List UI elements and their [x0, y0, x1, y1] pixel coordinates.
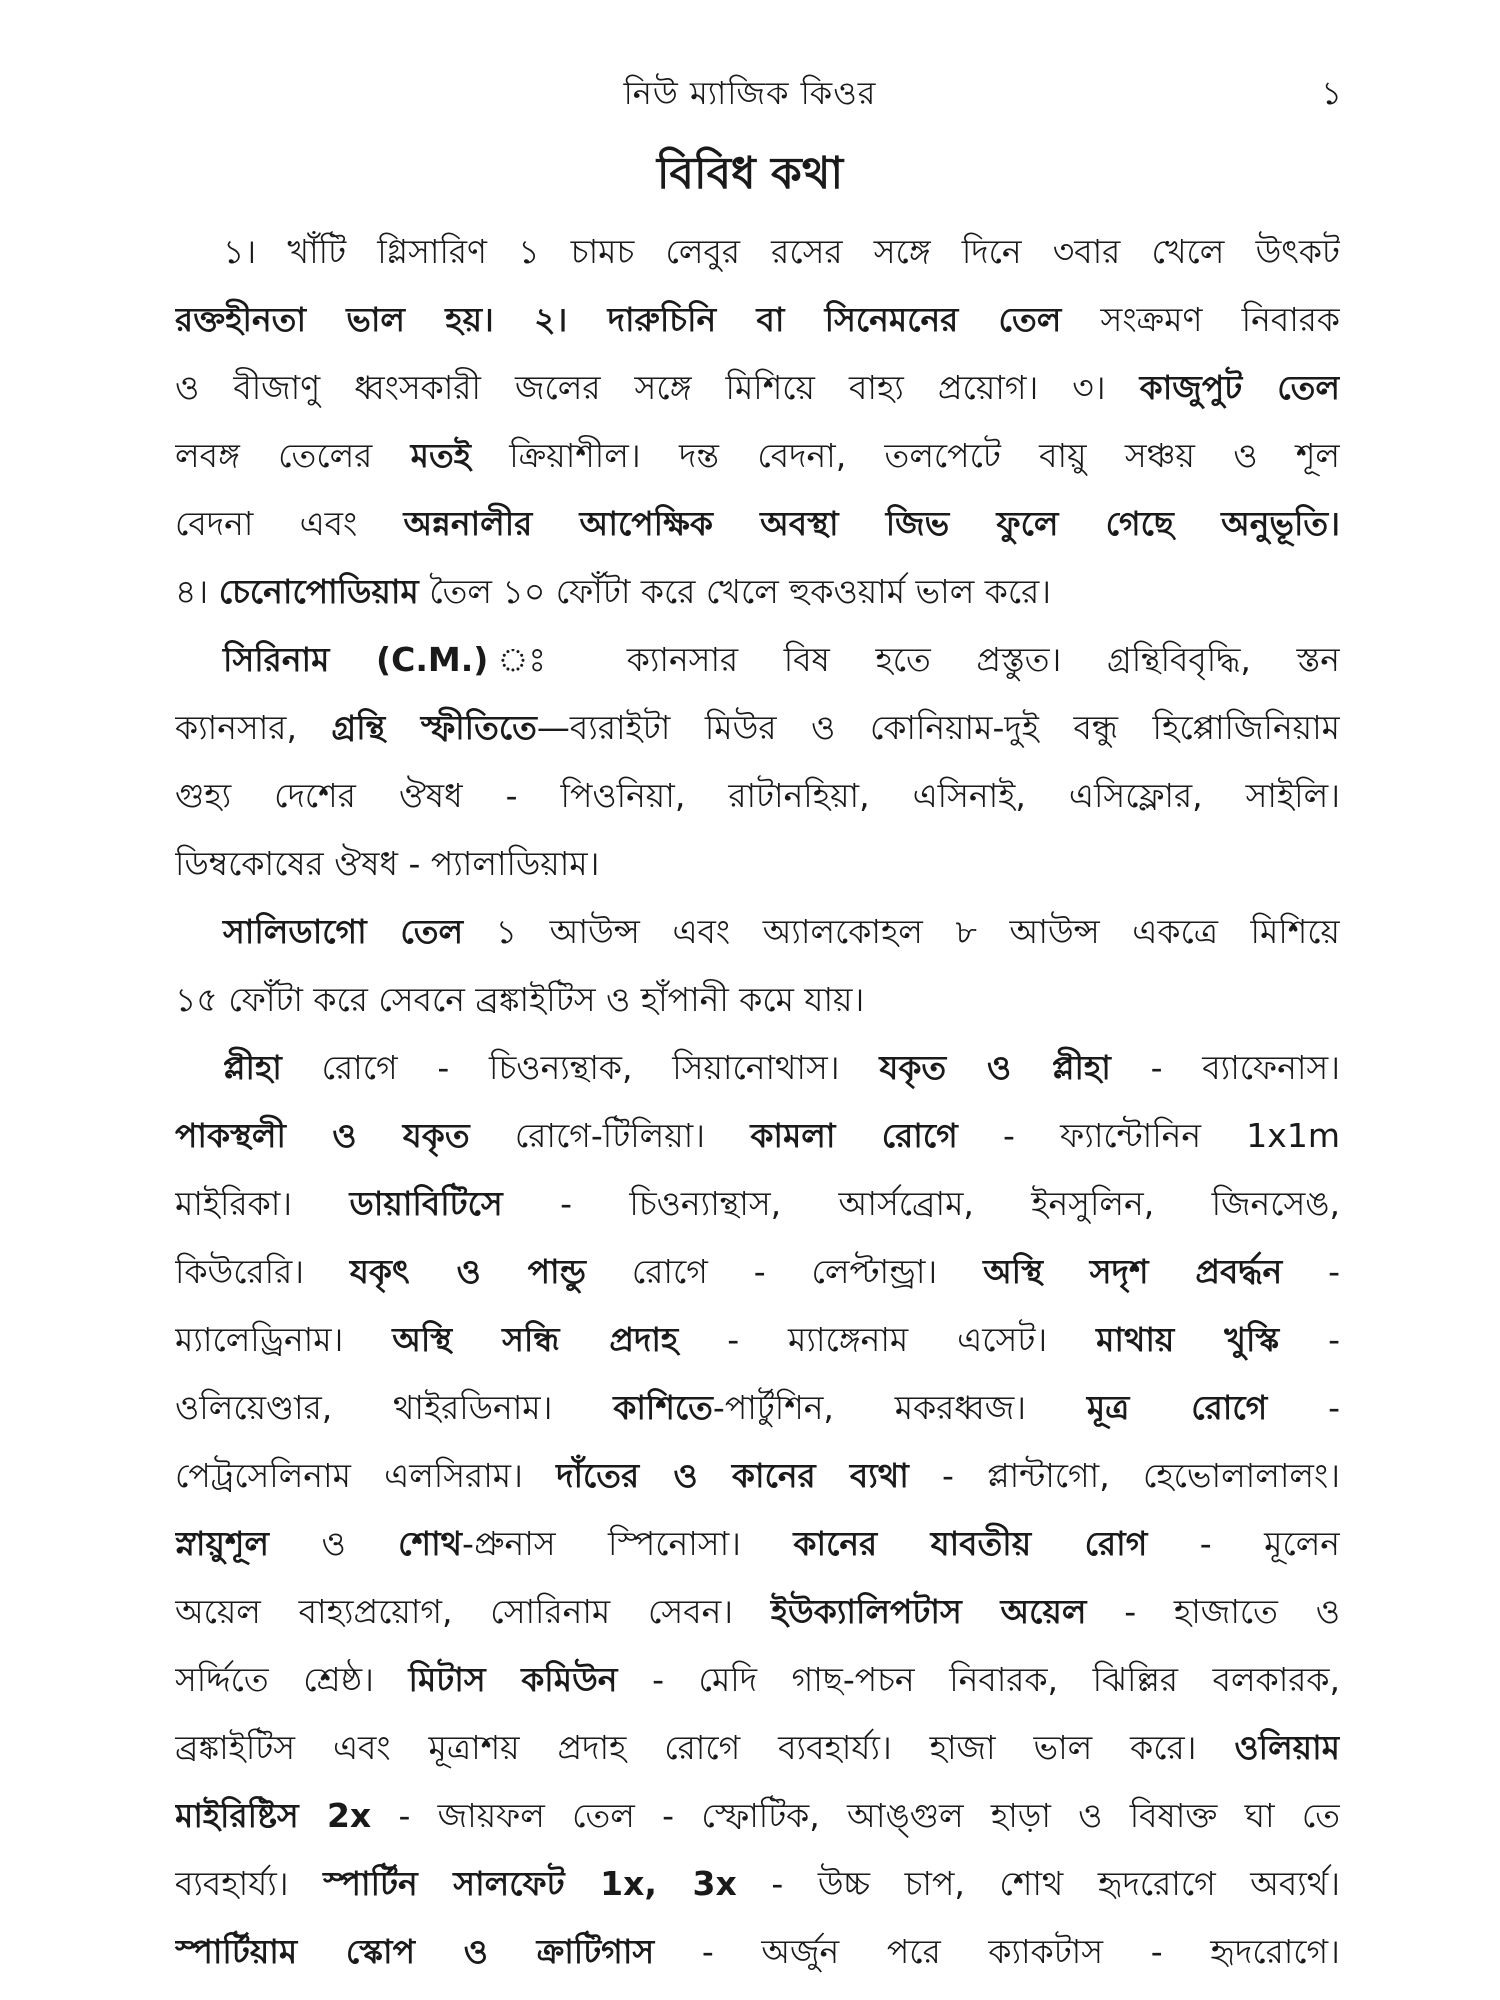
bold-term: মূত্র রোগে — [1086, 1388, 1268, 1427]
text-run: - — [1267, 1388, 1340, 1427]
text-run: - মেদি গাছ-পচন নিবারক, ঝিল্লির বলকারক, — [617, 1660, 1340, 1699]
text-run: রোগে - চিওন্যন্থাক, সিয়ানোথাস। — [281, 1048, 880, 1087]
bold-term: অস্থি সদৃশ প্রবর্দ্ধন — [983, 1252, 1283, 1291]
bold-term: সিরিনাম (C.M.) — [223, 640, 489, 679]
text-run: ও — [269, 1524, 399, 1563]
text-run: - — [1279, 1320, 1340, 1359]
bold-term: মাথায় খুস্কি — [1096, 1320, 1280, 1359]
text-line — [175, 1782, 1340, 1850]
text-run: ক্রিয়াশীল। দন্ত বেদনা, তলপেটে বায়ু সঞ্চয় ও শূল — [470, 436, 1340, 475]
bold-term: যকৃৎ ও পান্ডু — [349, 1252, 586, 1291]
text-line — [175, 1374, 1340, 1442]
text-run: -প্রুনাস স্পিনোসা। — [462, 1524, 794, 1563]
bold-term: ওলিয়াম — [1234, 1728, 1340, 1767]
bold-term: গ্রন্থি স্ফীতিতে — [331, 708, 537, 747]
text-run: -পার্টুশিন, মকরধ্বজ। — [712, 1388, 1087, 1427]
bold-term: রক্তহীনতা ভাল হয়। ২। দারুচিনি বা সিনেমনের তেল — [175, 300, 1062, 339]
text-run: - উচ্চ চাপ, শোথ হৃদরোগে অব্যর্থ। — [736, 1864, 1340, 1903]
text-run: তৈল ১০ ফোঁটা করে খেলে হুকওয়ার্ম ভাল করে। — [418, 572, 1052, 611]
running-title: নিউ ম্যাজিক কিওর — [623, 74, 877, 112]
text-run: ম্যালেড্রিনাম। — [175, 1320, 393, 1359]
text-run: - ব্যাফেনাস। — [1110, 1048, 1340, 1087]
bold-term: চেনোপোডিয়াম — [218, 572, 419, 611]
text-line — [175, 1646, 1340, 1714]
text-run: ১। খাঁটি গ্লিসারিণ ১ চামচ লেবুর রসের সঙ্গে দিনে ৩বার খেলে উৎকট — [223, 232, 1340, 271]
bold-term: কাজুপুট তেল — [1139, 368, 1340, 407]
text-line — [175, 762, 1340, 830]
text-line — [175, 898, 1340, 966]
text-run: রোগে-টিলিয়া। — [469, 1116, 751, 1155]
text-run: - ফ্যান্টোনিন 1x1m — [957, 1116, 1340, 1155]
text-line — [175, 830, 1340, 898]
text-run: অয়েল বাহ্যপ্রয়োগ, সোরিনাম সেবন। — [175, 1592, 771, 1631]
text-line — [175, 1306, 1340, 1374]
bold-term: কাশিতে — [613, 1388, 713, 1427]
text-line — [175, 1714, 1340, 1782]
text-run: ব্যবহার্য্য। — [175, 1864, 324, 1903]
bold-term: যকৃত ও প্লীহা — [879, 1048, 1111, 1087]
text-line — [175, 966, 1340, 1034]
text-line — [175, 422, 1340, 490]
text-run: ১৫ ফোঁটা করে সেবনে ব্রঙ্কাইটিস ও হাঁপানী কমে যায়। — [175, 980, 865, 1019]
bold-term: অস্থি সন্ধি প্রদাহ — [392, 1320, 679, 1359]
bold-term: স্পার্টিন সালফেট 1x, 3x — [323, 1864, 737, 1903]
text-line — [175, 694, 1340, 762]
text-run: পেট্রসেলিনাম এলসিরাম। — [175, 1456, 557, 1495]
text-line — [175, 1850, 1340, 1918]
bold-term: অন্ননালীর আপেক্ষিক অবস্থা জিভ ফুলে গেছে অনুভূতি। — [403, 504, 1340, 543]
text-run: লবঙ্গ তেলের — [175, 436, 411, 475]
text-run: ডিম্বকোষের ঔষধ - প্যালাডিয়াম। — [175, 844, 600, 883]
text-run: ক্যানসার, — [175, 708, 332, 747]
bold-term: স্নায়ুশূল — [175, 1524, 270, 1563]
text-line — [175, 558, 1340, 626]
page-number: ১ — [1321, 74, 1342, 112]
body-text — [175, 218, 1340, 1986]
bold-term: কামলা রোগে — [750, 1116, 958, 1155]
text-run: রোগে - লেপ্টান্ড্রা। — [585, 1252, 984, 1291]
text-run: গুহ্য দেশের ঔষধ - পিওনিয়া, রাটানহিয়া, এসিনাই, এসিফ্লোর, সাইলি। — [175, 776, 1340, 815]
bold-term: মতই — [410, 436, 471, 475]
bold-term: ডায়াবিটিসে — [349, 1184, 503, 1223]
text-run: ওলিয়েণ্ডার, থাইরডিনাম। — [175, 1388, 614, 1427]
text-run: সর্দ্দিতে শ্রেষ্ঠ। — [175, 1660, 409, 1699]
bold-term: মাইরিষ্টিস 2x — [175, 1796, 372, 1835]
text-run: - চিওন্যান্থাস, আর্সব্রোম, ইনসুলিন, জিনসেঙ, — [502, 1184, 1340, 1223]
section-title: বিবিধ কথা — [656, 148, 844, 199]
text-run: মাইরিকা। — [175, 1184, 350, 1223]
bold-term: মিটাস কমিউন — [408, 1660, 618, 1699]
text-run: - মূলেন — [1147, 1524, 1340, 1563]
bold-term: সালিডাগো তেল — [223, 912, 464, 951]
text-run: ও বীজাণু ধ্বংসকারী জলের সঙ্গে মিশিয়ে বাহ্য প্রয়োগ। ৩। — [175, 368, 1140, 407]
text-run: - ম্যাঙ্গেনাম এসেট। — [678, 1320, 1097, 1359]
text-run: ব্রঙ্কাইটিস এবং মূত্রাশয় প্রদাহ রোগে ব্যবহার্য্য। হাজা ভাল করে। — [175, 1728, 1235, 1767]
text-line — [175, 1238, 1340, 1306]
text-run: ঃ ক্যানসার বিষ হতে প্রস্তুত। গ্রন্থিবিবৃদ্ধি, স্তন — [488, 640, 1340, 679]
text-run: - — [1282, 1252, 1340, 1291]
bold-term: স্পার্টিয়াম স্কোপ ও ক্রাটিগাস — [175, 1932, 655, 1971]
running-head — [0, 68, 1500, 128]
text-line — [175, 1170, 1340, 1238]
text-run: - হাজাতে ও — [1086, 1592, 1340, 1631]
text-line — [175, 626, 1340, 694]
text-line — [175, 1034, 1340, 1102]
text-run: - জায়ফল তেল - স্ফোটিক, আঙ্গুল হাড়া ও বিষাক্ত ঘা তে — [371, 1796, 1340, 1835]
text-run: —ব্যরাইটা মিউর ও কোনিয়াম-দুই বন্ধু হিপ্পোজিনিয়াম — [536, 708, 1340, 747]
text-run: ১ আউন্স এবং অ্যালকোহল ৮ আউন্স একত্রে মিশিয়ে — [463, 912, 1340, 951]
text-line — [175, 354, 1340, 422]
text-line — [175, 1918, 1340, 1986]
bold-term: ইউক্যালিপটাস অয়েল — [770, 1592, 1087, 1631]
text-run: সংক্রমণ নিবারক — [1061, 300, 1340, 339]
text-run: বেদনা এবং — [175, 504, 404, 543]
text-line — [175, 1102, 1340, 1170]
bold-term: দাঁতের ও কানের ব্যথা — [556, 1456, 909, 1495]
text-line — [175, 218, 1340, 286]
text-line — [175, 1578, 1340, 1646]
text-run: - অর্জুন পরে ক্যাকটাস - হৃদরোগে। — [654, 1932, 1340, 1971]
bold-term: প্লীহা — [223, 1048, 282, 1087]
bold-term: পাকস্থলী ও যকৃত — [175, 1116, 470, 1155]
text-line — [175, 1510, 1340, 1578]
text-line — [175, 490, 1340, 558]
text-line — [175, 1442, 1340, 1510]
bold-term: শোথ — [398, 1524, 463, 1563]
text-run: ৪। — [175, 572, 219, 611]
text-run: - প্লান্টাগো, হেভোলালালং। — [908, 1456, 1340, 1495]
text-line — [175, 286, 1340, 354]
text-run: কিউরেরি। — [175, 1252, 350, 1291]
bold-term: কানের যাবতীয় রোগ — [793, 1524, 1148, 1563]
